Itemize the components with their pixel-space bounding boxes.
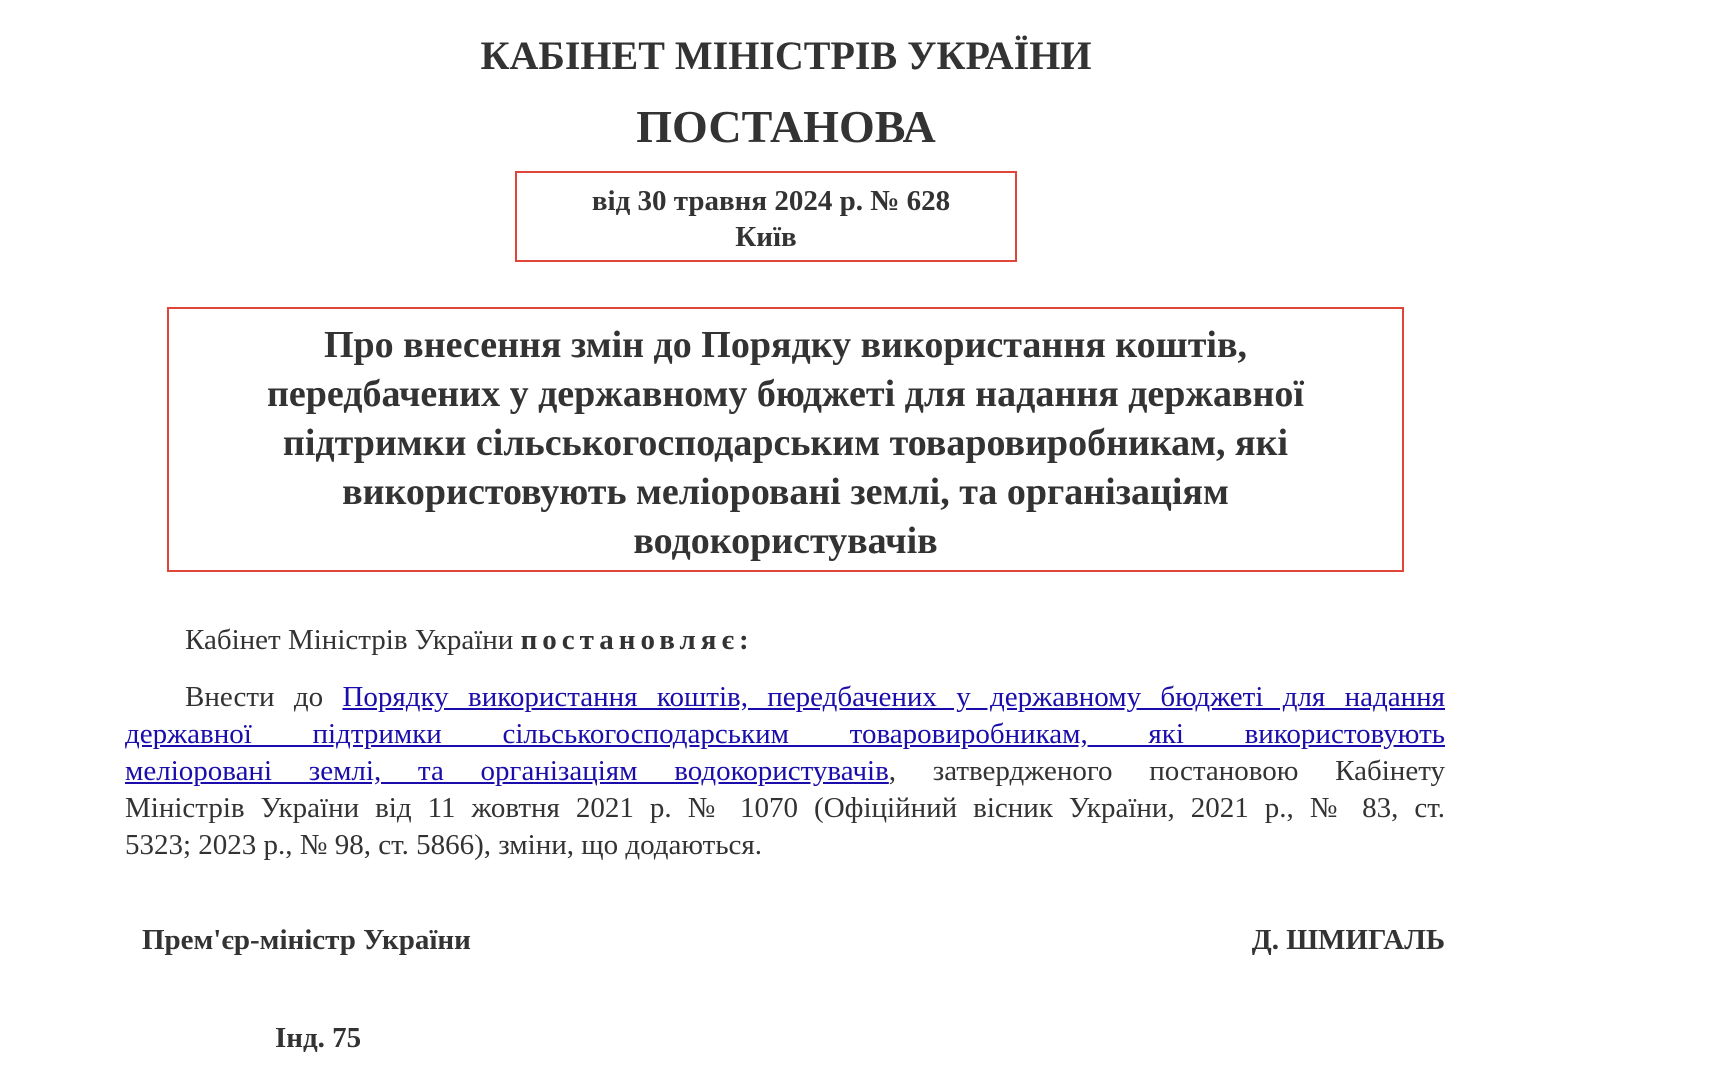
title-line: використовують меліоровані землі, та організаціям <box>342 471 1229 513</box>
paragraph-text: , затвердженого постановою Кабінету <box>888 755 1445 787</box>
date-number: від 30 травня 2024 р. № 628 <box>591 185 951 217</box>
title-line: передбачених у державному бюджеті для надання державної <box>267 373 1304 415</box>
title-line: водокористувачів <box>633 520 938 562</box>
title-line: Про внесення змін до Порядку використання коштів, <box>323 324 1247 366</box>
resolves-word: постановляє: <box>520 624 754 656</box>
resolves-prefix: Кабінет Міністрів України <box>185 624 521 656</box>
date-number-box <box>515 171 1017 262</box>
city: Київ <box>735 221 797 253</box>
procedure-link[interactable]: меліоровані землі, та організаціям водокористувачів <box>125 755 889 787</box>
procedure-link[interactable]: Порядку використання коштів, передбачених у державному бюджеті для надання <box>342 681 1445 713</box>
document-index: Інд. 75 <box>275 1022 362 1054</box>
organization-heading: КАБІНЕТ МІНІСТРІВ УКРАЇНИ <box>480 33 1092 78</box>
resolves-clause <box>185 622 754 658</box>
paragraph-line <box>125 753 1445 790</box>
signer-position: Прем'єр-міністр України <box>142 924 471 956</box>
resolution-paragraph <box>125 679 1445 864</box>
paragraph-line: Міністрів України від 11 жовтня 2021 р. № 1070 (Офіційний вісник України, 2021 р., № 83, ст. <box>125 792 1445 824</box>
resolution-title-box <box>167 307 1404 572</box>
paragraph-lead: Внести до <box>185 681 343 713</box>
paragraph-line <box>125 716 1445 753</box>
paragraph-line <box>125 679 1445 716</box>
signer-name: Д. ШМИГАЛЬ <box>1251 924 1445 956</box>
title-line: підтримки сільськогосподарським товаровиробникам, які <box>282 422 1289 464</box>
paragraph-line: 5323; 2023 р., № 98, ст. 5866), зміни, що додаються. <box>125 829 763 861</box>
procedure-link[interactable]: державної підтримки сільськогосподарським товаровиробникам, які використовують <box>125 718 1445 750</box>
document-kind-heading: ПОСТАНОВА <box>636 101 936 152</box>
